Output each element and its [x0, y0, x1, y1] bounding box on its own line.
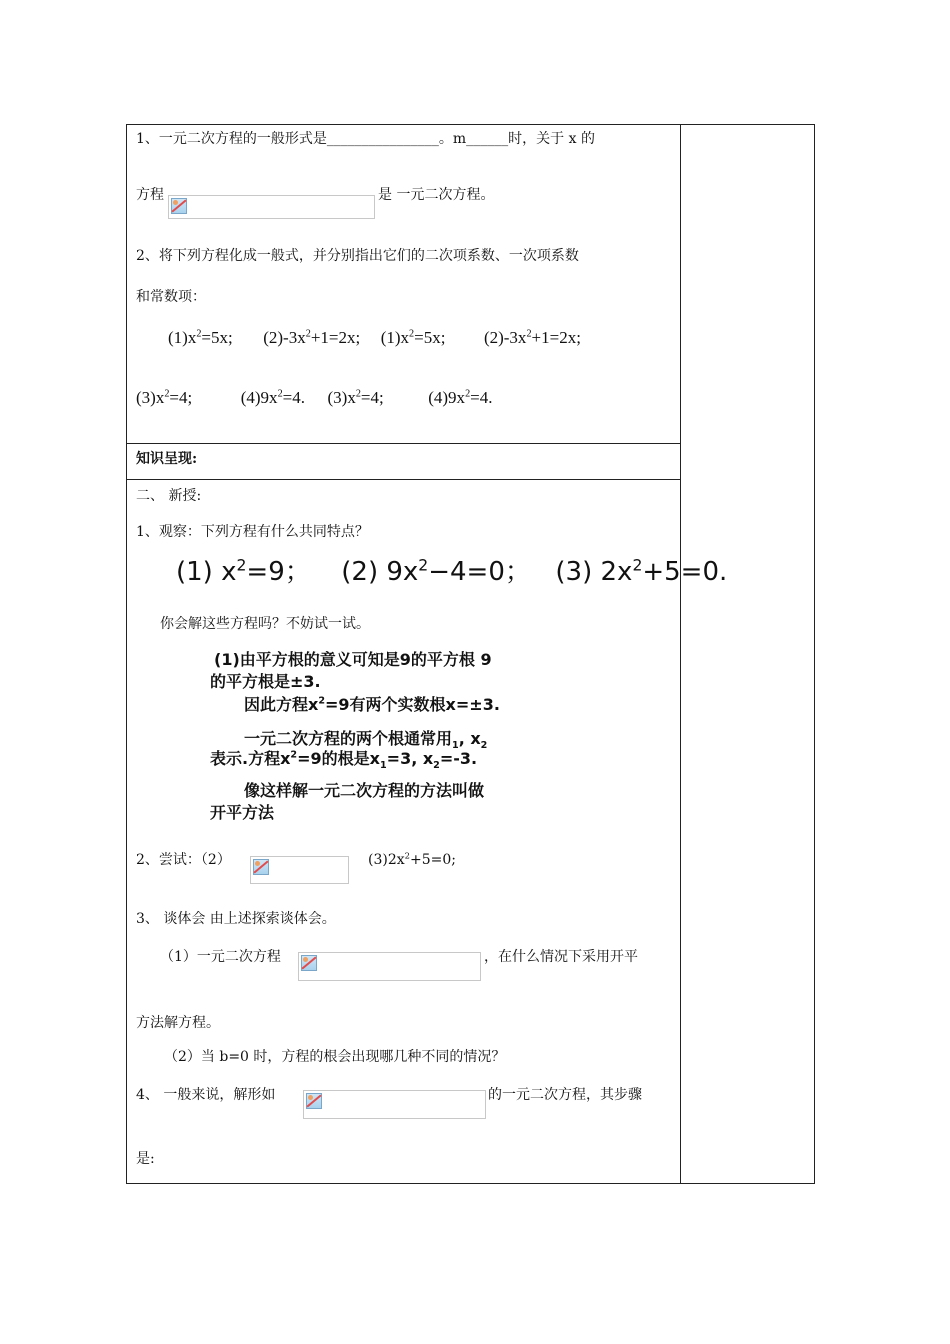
hand-text: 因此方程x — [244, 695, 319, 714]
eq-exp: 2 — [236, 556, 247, 575]
hand-text: =-3. — [439, 749, 478, 768]
hand-sub: 1 — [379, 760, 387, 772]
equation-row-1 — [168, 328, 581, 348]
eq-text: (3)x — [327, 388, 356, 407]
handwritten-line-7: 开平方法 — [210, 803, 275, 822]
eq-text: =4; — [169, 388, 193, 407]
try-exp: 2 — [404, 850, 410, 861]
eq-text: =4. — [470, 388, 493, 407]
eq-text: (2)-3x — [263, 328, 306, 347]
hand-text: =9的根是x — [297, 749, 380, 768]
eq-text: =4. — [282, 388, 305, 407]
hand-exp: 2 — [290, 749, 298, 761]
hand-text: , x — [458, 729, 481, 748]
broken-image-icon — [253, 859, 269, 875]
eq-exp: 2 — [277, 388, 283, 400]
observe-question: 1、观察：下列方程有什么共同特点？ — [136, 524, 369, 540]
broken-image-placeholder — [250, 856, 349, 884]
row-divider-2 — [126, 479, 681, 480]
eq-text: (1) x — [176, 557, 237, 587]
question-2-line-1: 2、将下列方程化成一般式，并分别指出它们的二次项系数、一次项系数 — [136, 248, 579, 264]
question-1-line-2-start: 方程 — [136, 187, 164, 203]
eq-exp: 2 — [164, 388, 170, 400]
eq-text: (4)9x — [240, 388, 278, 407]
eq-text: (1)x — [380, 328, 410, 347]
broken-image-icon — [171, 198, 187, 214]
eq-text: (1)x — [168, 328, 197, 347]
handwritten-line-1: (1)由平方根的意义可知是9的平方根 9 — [214, 650, 492, 669]
eq-exp: 2 — [196, 328, 202, 340]
hand-sub: 1 — [452, 740, 459, 752]
table-column-divider — [680, 124, 681, 1184]
discuss-1-continued: 方法解方程。 — [136, 1015, 220, 1031]
eq-text: (3) 2x — [555, 557, 633, 587]
question-1-line-1: 1、一元二次方程的一般形式是________________。m______时，关于 x 的 — [136, 131, 595, 147]
equation-row-2 — [136, 388, 493, 408]
hand-text: 表示.方程x — [210, 749, 291, 768]
question-4-end: 的一元二次方程，其步骤 — [488, 1087, 642, 1103]
eq-text: =4; — [360, 388, 384, 407]
broken-image-placeholder — [298, 952, 481, 981]
broken-image-icon — [306, 1093, 322, 1109]
discuss-heading: 3、 谈体会 由上述探索谈体会。 — [136, 911, 336, 927]
try-solve-text: 你会解这些方程吗？不妨试一试。 — [160, 616, 370, 632]
eq-exp: 2 — [418, 556, 429, 575]
hand-text: =3, x — [386, 749, 434, 768]
eq-exp: 2 — [526, 328, 532, 340]
hand-exp: 2 — [318, 695, 326, 707]
eq-exp: 2 — [355, 388, 361, 400]
hand-sub: 2 — [480, 740, 488, 752]
eq-text: −4=0； — [428, 557, 531, 587]
handwritten-line-2: 的平方根是±3. — [210, 672, 321, 691]
knowledge-title: 知识呈现: — [136, 451, 198, 467]
eq-text: (2) 9x — [341, 557, 419, 587]
question-1-line-2-end: 是 一元二次方程。 — [378, 187, 495, 203]
hand-sub: 2 — [433, 760, 440, 772]
eq-text: =5x; — [414, 328, 446, 347]
eq-text: +1=2x; — [531, 328, 581, 347]
eq-text: =9； — [246, 557, 311, 587]
broken-image-icon — [301, 955, 317, 971]
try-text: +5=0; — [409, 852, 456, 868]
eq-exp: 2 — [305, 328, 311, 340]
discuss-1-start: （1）一元二次方程 — [160, 949, 281, 965]
handwritten-line-6: 像这样解一元二次方程的方法叫做 — [244, 781, 485, 800]
broken-image-placeholder — [303, 1090, 486, 1119]
broken-image-placeholder — [168, 195, 375, 219]
discuss-2: （2）当 b=0 时，方程的根会出现哪几种不同的情况？ — [164, 1049, 506, 1065]
new-lesson-heading: 二、 新授: — [136, 488, 202, 504]
big-equations — [176, 557, 727, 587]
discuss-1-end: ，在什么情况下采用开平 — [484, 949, 638, 965]
hand-text: =9有两个实数根x=±3. — [325, 695, 500, 714]
handwritten-line-4 — [244, 729, 488, 752]
eq-exp: 2 — [632, 556, 643, 575]
question-2-line-2: 和常数项： — [136, 289, 206, 305]
eq-text: +1=2x; — [310, 328, 361, 347]
question-4-start: 4、 一般来说，解形如 — [136, 1087, 276, 1103]
handwritten-line-5 — [210, 749, 478, 772]
try-line-end — [368, 851, 456, 869]
try-text: (3)2x — [368, 852, 405, 868]
question-4-continued: 是: — [136, 1151, 155, 1167]
row-divider-1 — [126, 443, 681, 444]
eq-text: (4)9x — [428, 388, 466, 407]
eq-exp: 2 — [409, 328, 415, 340]
eq-text: =5x; — [201, 328, 233, 347]
eq-text: +5=0. — [642, 557, 728, 587]
eq-text: (3)x — [136, 388, 165, 407]
try-line-start: 2、尝试：（2） — [136, 852, 231, 868]
hand-text: 一元二次方程的两个根通常用 — [244, 729, 453, 748]
handwritten-line-3 — [244, 695, 500, 715]
eq-exp: 2 — [465, 388, 471, 400]
eq-text: (2)-3x — [483, 328, 527, 347]
